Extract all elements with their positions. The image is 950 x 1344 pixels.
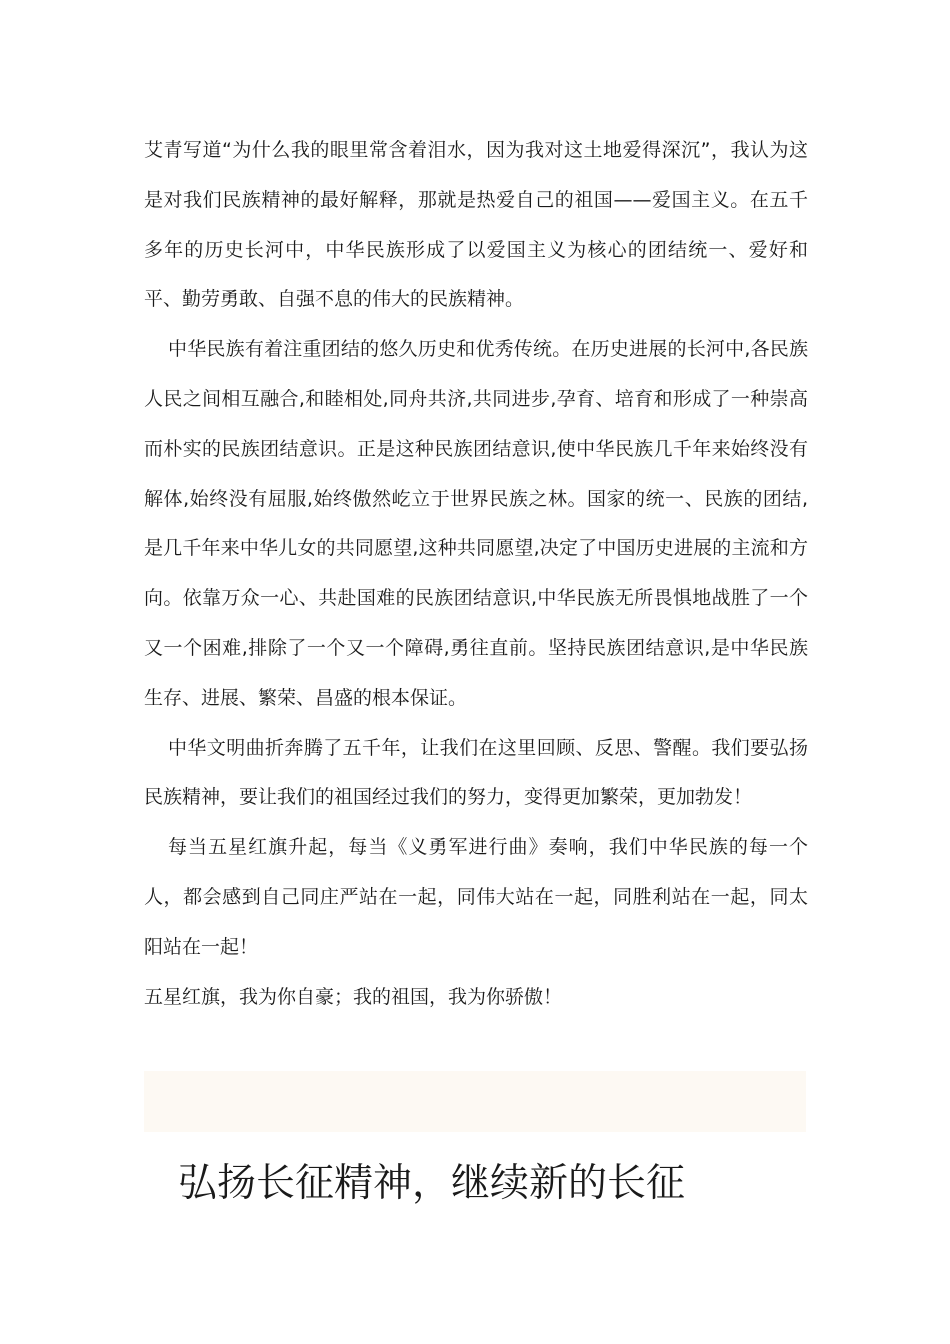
paragraph-3: 中华文明曲折奔腾了五千年，让我们在这里回顾、反思、警醒。我们要弘扬民族精神，要让我们的祖国经过我们的努力，变得更加繁荣，更加勃发！ [144, 736, 808, 809]
section-divider-band [144, 1071, 806, 1132]
paragraph-4: 每当五星红旗升起，每当《义勇军进行曲》奏响，我们中华民族的每一个人，都会感到自己同庄严站在一起，同伟大站在一起，同胜利站在一起，同太阳站在一起！ [144, 836, 808, 958]
paragraph-5: 五星红旗，我为你自豪；我的祖国，我为你骄傲！ [144, 985, 563, 1008]
article-body [144, 126, 808, 1022]
paragraph-1: 艾青写道“为什么我的眼里常含着泪水，因为我对这土地爱得深沉”，我认为这是对我们民族精神的最好解释，那就是热爱自己的祖国——爱国主义。在五千多年的历史长河中，中华民族形成了以爱国主义为核心的团结统一、爱好和平、勤劳勇敢、自强不息的伟大的民族精神。 [144, 139, 808, 311]
paragraph-2: 中华民族有着注重团结的悠久历史和优秀传统。在历史进展的长河中,各民族人民之间相互融合,和睦相处,同舟共济,共同进步,孕育、培育和形成了一种崇高而朴实的民族团结意识。正是这种民族团结意识,使中华民族几千年来始终没有解体,始终没有屈服,始终傲然屹立于世界民族之林。国家的统一、民族的团结,是几千年来中华儿女的共同愿望,这种共同愿望,决定了中国历史进展的主流和方向。依靠万众一心、共赴国难的民族团结意识,中华民族无所畏惧地战胜了一个又一个困难,排除了一个又一个障碍,勇往直前。坚持民族团结意识,是中华民族生存、进展、繁荣、昌盛的根本保证。 [144, 338, 808, 709]
next-article-title: 弘扬长征精神，继续新的长征 [178, 1161, 686, 1206]
